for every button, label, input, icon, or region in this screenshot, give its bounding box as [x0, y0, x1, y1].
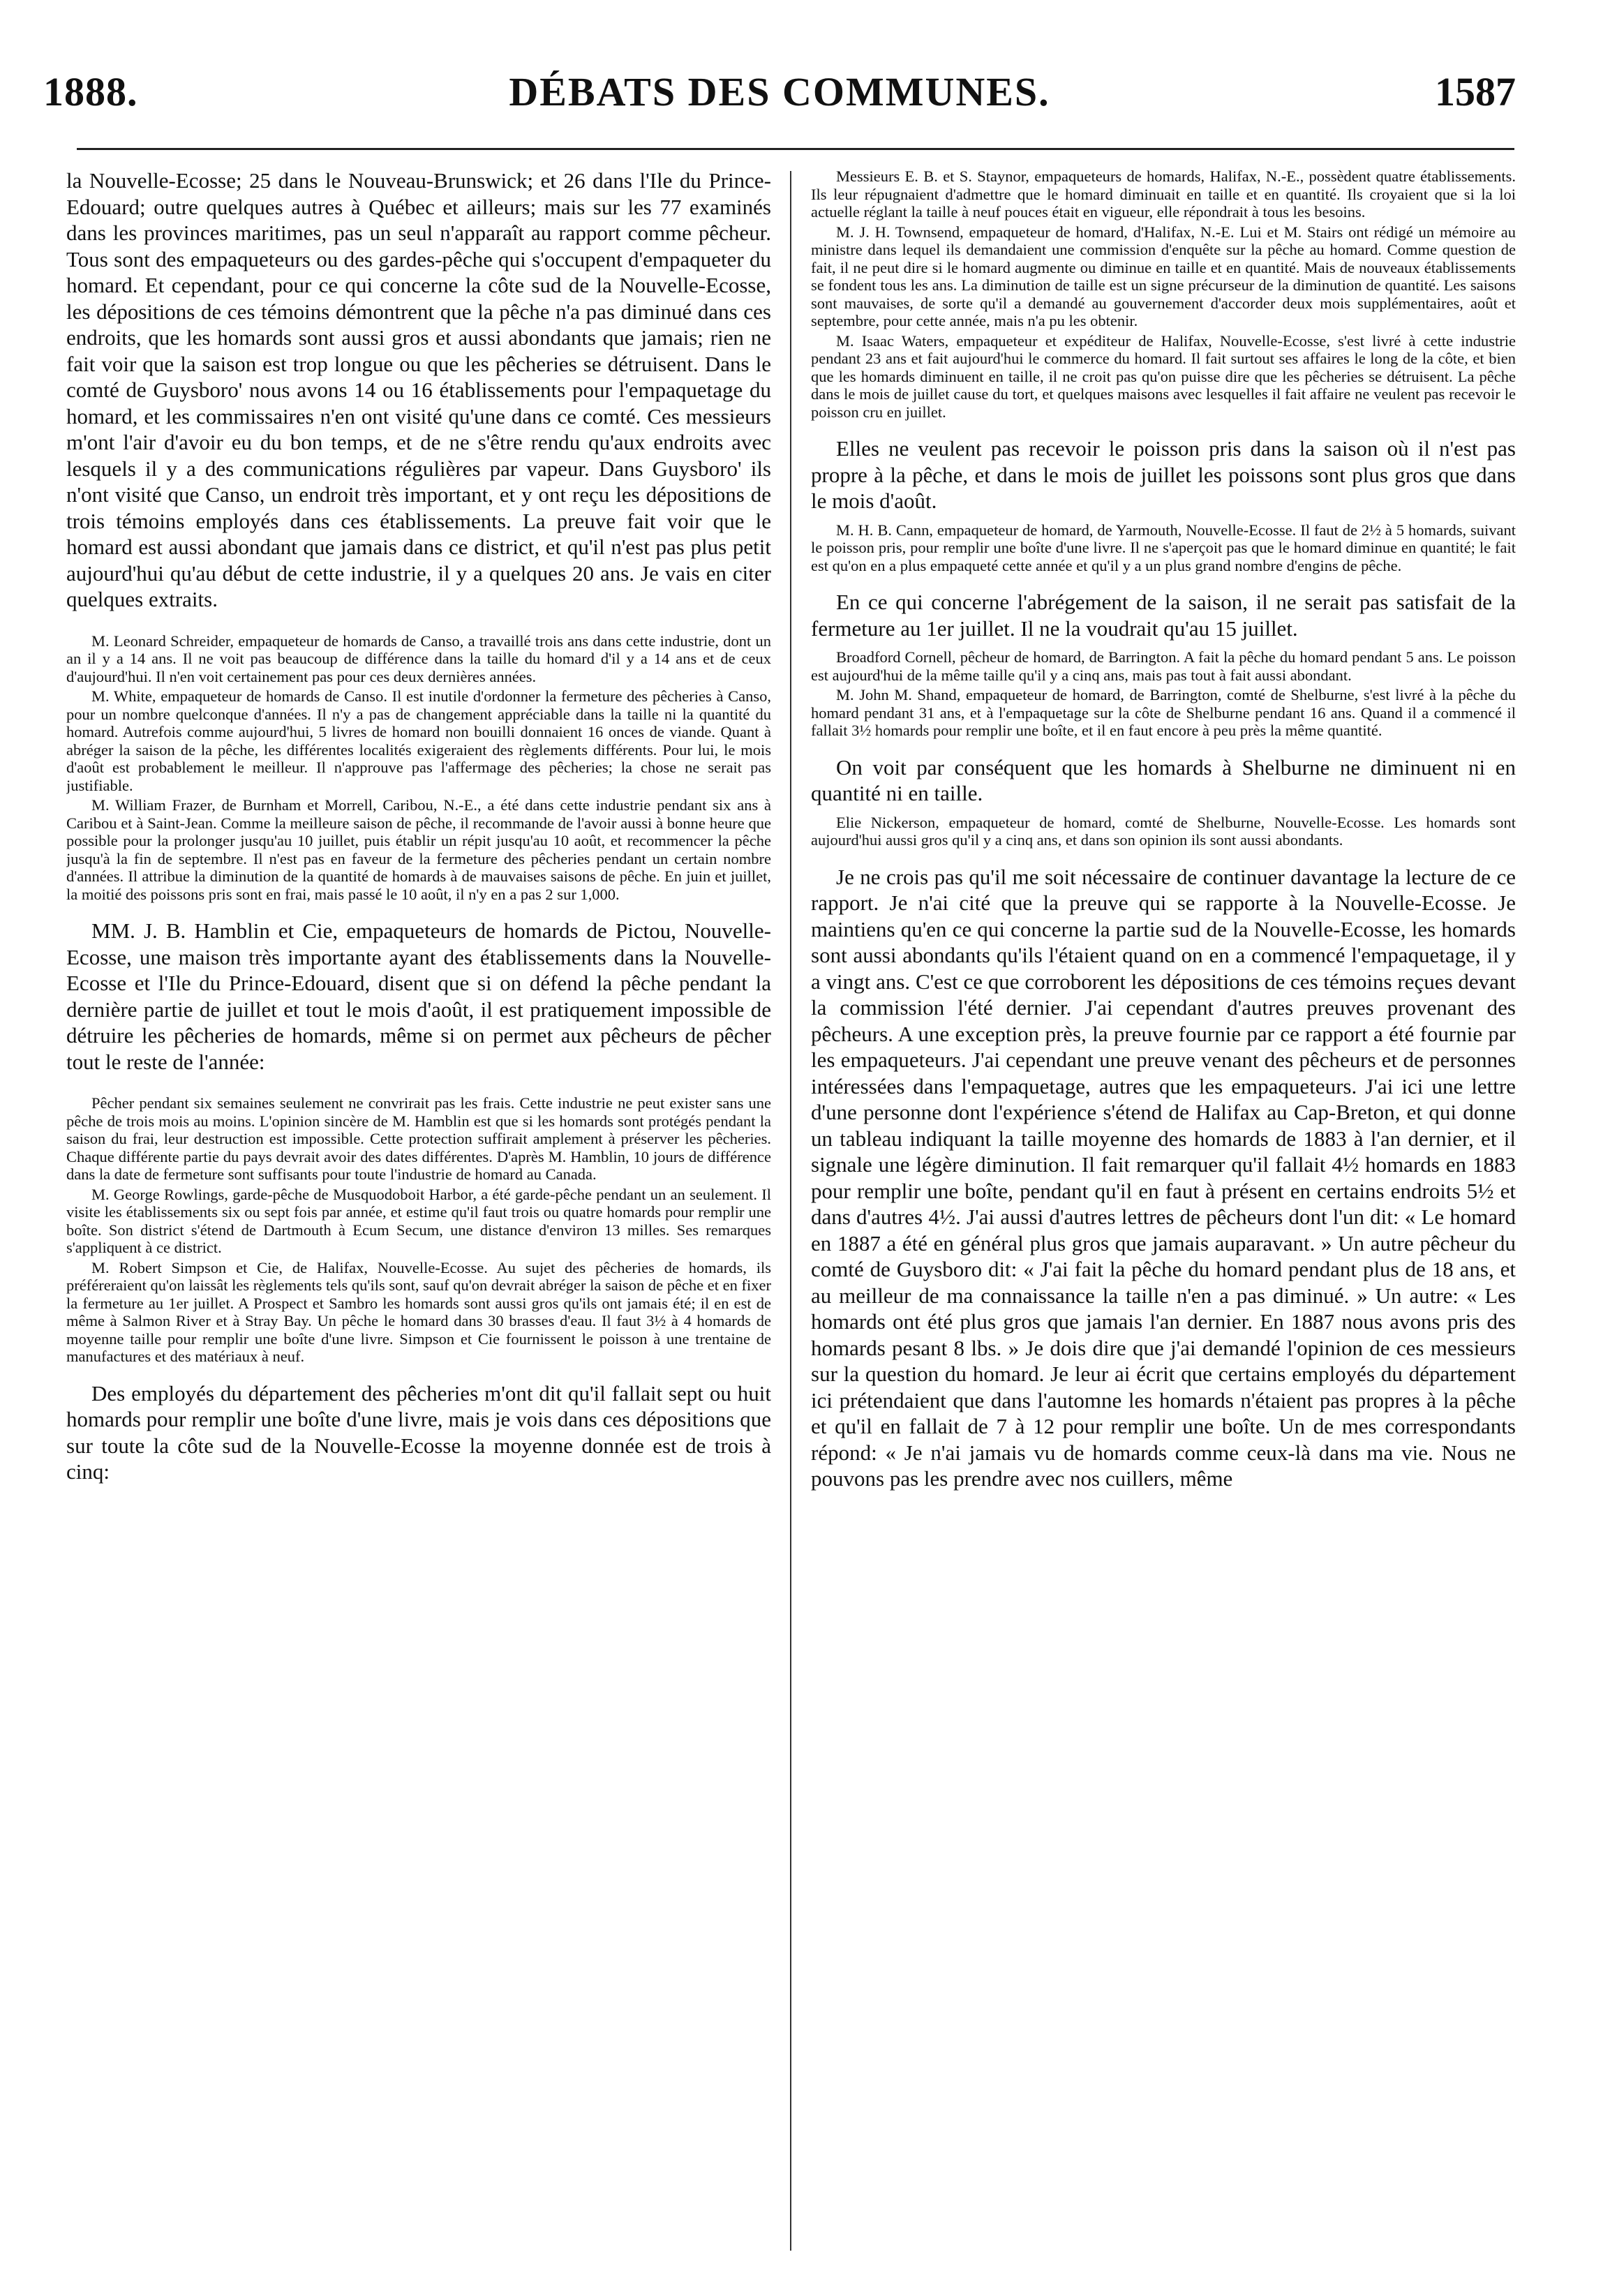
paragraph-gap — [66, 905, 771, 918]
body-paragraph: En ce qui concerne l'abrégement de la saison, il ne serait pas satisfait de la fermeture au 1er juillet. Il ne la voudrait qu'au 15 juillet. — [811, 590, 1516, 641]
paragraph-gap — [66, 620, 771, 632]
quoted-deposition: Broadford Cornell, pêcheur de homard, de Barrington. A fait la pêche du homard pendant 5 ans. Le poisson est aujourd'hui de la même taille qu'il y a cinq ans, mais pas tout à fait aussi abondant. — [811, 648, 1516, 684]
paragraph-gap — [66, 1368, 771, 1380]
quoted-deposition: M. Robert Simpson et Cie, de Halifax, Nouvelle-Ecosse. Au sujet des pêcheries de homards, ils préféreraient qu'on laissât les règlements tels qu'ils sont, sauf qu'on devrait abréger la saison de pêche et en fixer la fermeture au 1er juillet. A Prospect et Sambro les homards sont aussi gros qu'ils ont jamais été; il en est de même à Salmon River et à Stray Bay. Un pêche le homard dans 30 brasses d'eau. Il faut 3½ à 4 homards de moyenne taille pour remplir une boîte d'une livre. Simpson et Cie fournissent le poisson à une trentaine de manufactures et des matériaux à neuf. — [66, 1258, 771, 1365]
paragraph-gap — [811, 423, 1516, 435]
body-paragraph: MM. J. B. Hamblin et Cie, empaqueteurs de homards de Pictou, Nouvelle-Ecosse, une maison très importante ayant des établissements dans la Nouvelle-Ecosse et l'Ile du Prince-Edouard, disent que si on défend la pêche pendant la dernière partie de juillet et tout le mois d'août, il est pratiquement impossible de détruire les pêcheries de homards, même si on permet aux pêcheurs de pêcher tout le reste de l'année: — [66, 918, 771, 1074]
paragraph-gap — [811, 742, 1516, 754]
body-paragraph: On voit par conséquent que les homards à Shelburne ne diminuent ni en quantité ni en taille. — [811, 754, 1516, 805]
header-rule — [77, 148, 1514, 150]
right-column — [811, 167, 1516, 2254]
header-title: DÉBATS DES COMMUNES. — [509, 69, 1050, 114]
quoted-deposition: Elie Nickerson, empaqueteur de homard, comté de Shelburne, Nouvelle-Ecosse. Les homards sont aujourd'hui aussi gros qu'il y a cinq ans, et dans son opinion ils sont aussi abondants. — [811, 813, 1516, 849]
body-paragraph: Elles ne veulent pas recevoir le poisson pris dans la saison où il n'est pas propre à la pêche, et dans le mois de juillet les poissons sont plus gros que dans le mois d'août. — [811, 436, 1516, 513]
quoted-deposition: M. White, empaqueteur de homards de Canso. Il est inutile d'ordonner la fermeture des pêcheries à Canso, pour un nombre quelconque d'années. Il n'y a pas de changement appréciable dans la taille ni la quantité du homard. Autrefois comme aujourd'hui, 5 livres de homard non bouilli donnaient 16 onces de viande. Quant à abréger la saison de la pêche, les différentes localités exigeraient des règlements différents. Pour lui, le mois d'août est probablement le meilleur. Il n'approuve pas l'affermage des pêcheries; la chose ne serait pas justifiable. — [66, 687, 771, 794]
paragraph-gap — [811, 576, 1516, 589]
quoted-deposition: M. Isaac Waters, empaqueteur et expéditeur de Halifax, Nouvelle-Ecosse, s'est livré à cette industrie pendant 23 ans et fait aujourd'hui le commerce du homard. Il fait surtout ses affaires le long de la côte, et bien que les homards diminuent en taille, il ne croit pas qu'on puisse dire que les pêcheries se détruisent. La pêche dans le mois de juillet cause du tort, et quelques maisons avec lesquelles il fait affaire ne veulent pas recevoir le poisson cru en juillet. — [811, 331, 1516, 421]
paragraph-gap — [66, 1082, 771, 1094]
quoted-deposition: M. William Frazer, de Burnham et Morrell, Caribou, N.-E., a été dans cette industrie pendant six ans à Caribou et à Saint-Jean. Comme la meilleure saison de pêche, il recommande de l'avoir aussi à bonne heure que possible pour la prolonger jusqu'au 10 juillet, puis établir un répit jusqu'au 10 août, et recommencer la pêche jusqu'à la fin de septembre. Il n'est pas en faveur de la fermeture des pêcheries pendant un certain nombre d'années. Il attribue la diminution de la quantité de homards à de mauvaises saisons de pêche. En juin et juillet, la moitié des poissons pris sont en frai, mais passé le 10 août, il n'y en a pas 2 sur 1,000. — [66, 796, 771, 903]
paragraph-gap — [811, 851, 1516, 864]
quoted-deposition: M. George Rowlings, garde-pêche de Musquodoboit Harbor, a été garde-pêche pendant un an seulement. Il visite les établissements six ou sept fois par année, et estime qu'il faut trois ou quatre homards pour remplir une boîte. Son district s'étend de Dartmouth à Ecum Secum, une distance d'environ 13 milles. Ses remarques s'appliquent à ce district. — [66, 1185, 771, 1256]
quoted-deposition: Messieurs E. B. et S. Staynor, empaqueteurs de homards, Halifax, N.-E., possèdent quatre établissements. Ils leur répugnaient d'admettre que le homard diminuait en taille et en quantité. Ils croyaient que si la loi actuelle réglant la taille à neuf pouces était en vigueur, elle répondrait à tous les besoins. — [811, 167, 1516, 221]
quoted-deposition: M. H. B. Cann, empaqueteur de homard, de Yarmouth, Nouvelle-Ecosse. Il faut de 2½ à 5 homards, suivant le poisson pris, pour remplir une boîte d'une livre. Il ne s'aperçoit pas que le homard diminue en quantité; le fait est qu'on en a plus empaqueté cette année et qu'il y a un plus grand nombre d'engins de pêche. — [811, 521, 1516, 574]
quoted-deposition: M. J. H. Townsend, empaqueteur de homard, d'Halifax, N.-E. Lui et M. Stairs ont rédigé un mémoire au ministre dans lequel ils demandaient une commission d'enquête sur la pêche au homard. Comme question de fait, il ne peut dire si le homard augmente ou diminue en taille et en quantité. Mais de nouveaux établissements se fondent tous les ans. La diminution de taille est un signe précurseur de la diminution de quantité. Les saisons sont mauvaises, de sorte qu'il a demandé au gouvernement d'accorder deux mois supplémentaires, août et septembre, pour cette année, mais n'a pu les obtenir. — [811, 223, 1516, 329]
left-column — [66, 167, 771, 2254]
column-divider — [790, 171, 791, 2251]
quoted-deposition: M. John M. Shand, empaqueteur de homard, de Barrington, comté de Shelburne, s'est livré à la pêche du homard pendant 31 ans, et à l'empaquetage sur la côte de Shelburne pendant 16 ans. Quand il a commencé il fallait 3½ homards pour remplir une boîte, et il en faut encore à peu près la même quantité. — [811, 686, 1516, 739]
body-paragraph: Je ne crois pas qu'il me soit nécessaire de continuer davantage la lecture de ce rapport. Je n'ai cité que la preuve qui se rapporte à la Nouvelle-Ecosse. Je maintiens qu'en ce qui concerne la partie sud de la Nouvelle-Ecosse, les homards sont aussi abondants qu'ils l'étaient quand on en a commencé l'empaquetage, il y a vingt ans. C'est ce que corroborent les dépositions de ces témoins reçues devant la commission l'été dernier. J'ai cependant d'autres preuves provenant des pêcheurs. A une exception près, la preuve fournie par ce rapport a été fournie par les empaqueteurs. J'ai cependant une preuve venant des pêcheurs et de personnes intéressées dans l'empaquetage, autres que les empaqueteurs. J'ai ici une lettre d'une personne dont l'expérience s'étend de Halifax au Cap-Breton, et qui donne un tableau indiquant la taille moyenne des homards de 1883 à l'an dernier, et il signale une légère diminution. Il fait remarquer qu'il fallait 4½ homards en 1883 pour remplir une boîte, pendant qu'il en faut à présent en certains endroits 5½ et dans d'autres 4½. J'ai aussi d'autres lettres de pêcheurs dont l'un dit: « Le homard en 1887 a été en général plus gros que jamais auparavant. » Un autre pêcheur du comté de Guysboro dit: « J'ai fait la pêche du homard pendant plus de 18 ans, et au meilleur de ma connaissance la taille n'en a pas diminué. » Un autre: « Les homards ont été plus gros que jamais l'an dernier. En 1887 nous avons pris des homards pesant 8 lbs. » Je dois dire que j'ai demandé l'opinion de ces messieurs sur la question du homard. Je leur ai écrit que certains employés du département ici prétendaient que dans l'automne les homards n'étaient pas propres à la pêche et qu'il en fallait de 7 à 12 pour remplir une boîte. Un de mes correspondants répond: « Je n'ai jamais vu de homards comme ceux-là dans ma vie. Nous ne pouvons pas les prendre avec nos cuillers, même — [811, 864, 1516, 1491]
header-year: 1888. — [43, 69, 138, 114]
page-header — [43, 61, 1516, 138]
body-paragraph: Des employés du département des pêcheries m'ont dit qu'il fallait sept ou huit homards pour remplir une boîte d'une livre, mais je vois dans ces dépositions que sur toute la côte sud de la Nouvelle-Ecosse la moyenne donnée est de trois à cinq: — [66, 1380, 771, 1484]
body-paragraph: la Nouvelle-Ecosse; 25 dans le Nouveau-Brunswick; et 26 dans l'Ile du Prince-Edouard; outre quelques autres à Québec et ailleurs; mais sur les 77 examinés dans les provinces maritimes, pas un seul n'apparaît au rapport comme pêcheur. Tous sont des empaqueteurs ou des gardes-pêche qui s'occupent d'empaqueter du homard. Et cependant, pour ce qui concerne la côte sud de la Nouvelle-Ecosse, les dépositions de ces témoins démontrent que la pêche n'a pas diminué dans ces endroits, que les homards sont aussi gros et aussi abondants que jamais; rien ne fait voir que la saison est trop longue ou que les pêcheries se détruisent. Dans le comté de Guysboro' nous avons 14 ou 16 établissements pour l'empaquetage du homard, et les commissaires n'en ont visité qu'une dans ce comté. Ces messieurs m'ont l'air d'avoir eu du bon temps, et de ne s'être rendu qu'aux endroits avec lesquels il y a des communications régulières par vapeur. Dans Guysboro' ils n'ont visité que Canso, un endroit très important, et y ont reçu les dépositions de trois témoins employés dans ces établissements. La preuve fait voir que le homard est aussi abondant que jamais dans ce district, et qu'il n'est pas plus petit aujourd'hui qu'au début de cette industrie, il y a quelques 20 ans. Je vais en citer quelques extraits. — [66, 168, 771, 611]
header-page-number: 1587 — [1435, 69, 1516, 114]
quoted-deposition: Pêcher pendant six semaines seulement ne convrirait pas les frais. Cette industrie ne peut exister sans une pêche de trois mois au moins. L'opinion sincère de M. Hamblin est que si les homards sont protégés pendant la saison du frai, leur destruction est impossible. Cette protection suffirait amplement à préserver les pêcheries. Chaque différente partie du pays devrait avoir des dates différentes. D'après M. Hamblin, 10 jours de différence dans la date de fermeture sont suffisants pour toute l'industrie de homard au Canada. — [66, 1094, 771, 1183]
quoted-deposition: M. Leonard Schreider, empaqueteur de homards de Canso, a travaillé trois ans dans cette industrie, dont un an il y a 14 ans. Il ne voit pas beaucoup de différence dans la taille du homard d'il y a 14 ans et de ceux d'aujourd'hui. Il n'en voit certainement pas pour ces deux dernières années. — [66, 632, 771, 685]
